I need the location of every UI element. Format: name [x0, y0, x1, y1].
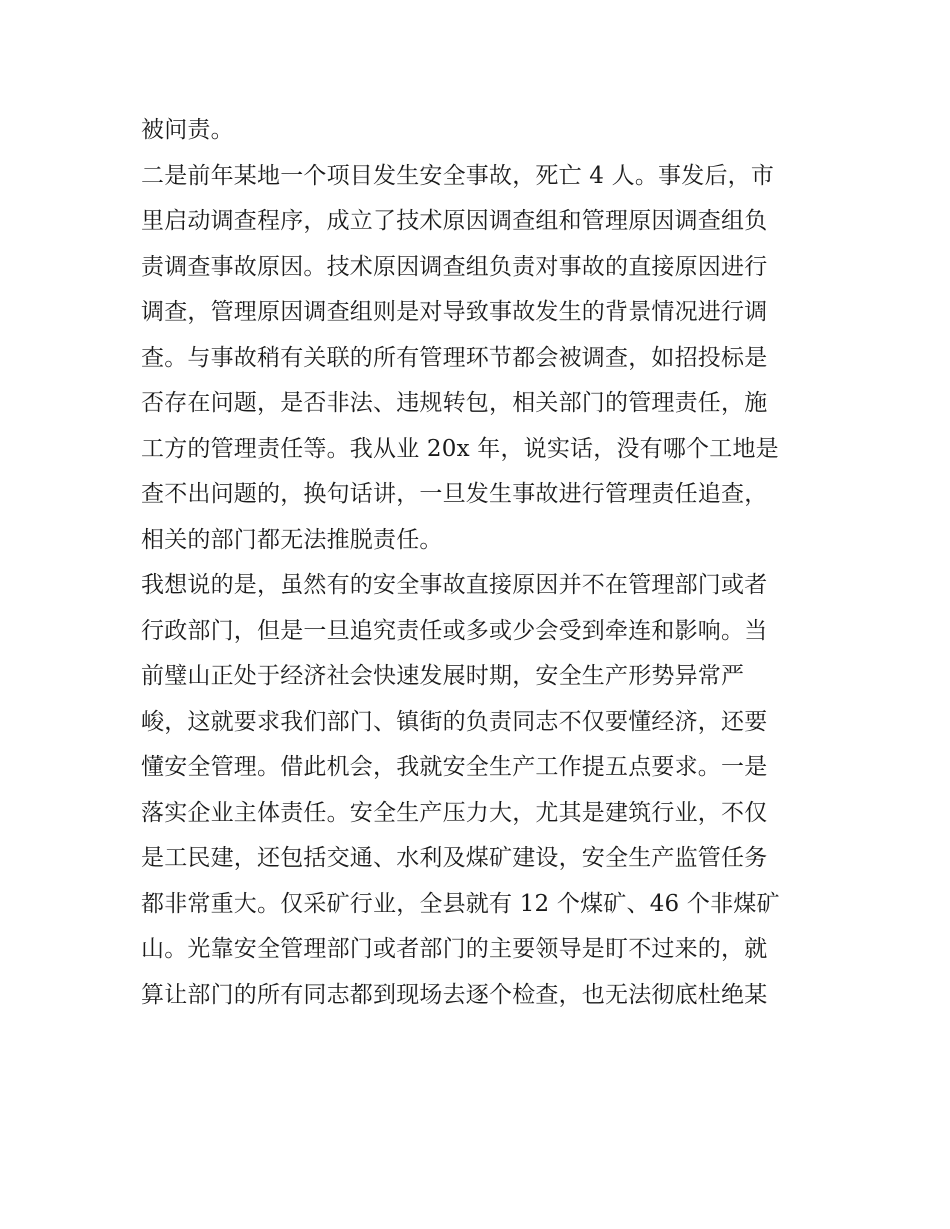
text-line: 相关的部门都无法推脱责任。	[141, 526, 443, 553]
text-line: 工方的管理责任等。我从业 20x 年，说实话，没有哪个工地是	[141, 435, 779, 462]
text-line: 行政部门，但是一旦追究责任或多或少会受到牵连和影响。当	[141, 617, 768, 644]
text-line: 二是前年某地一个项目发生安全事故，死亡 4 人。事发后，市	[141, 162, 775, 189]
text-line: 算让部门的所有同志都到现场去逐个检查，也无法彻底杜绝某	[141, 981, 768, 1008]
text-line: 山。光靠安全管理部门或者部门的主要领导是盯不过来的，就	[141, 936, 768, 962]
text-line: 懂安全管理。借此机会，我就安全生产工作提五点要求。一是	[141, 754, 768, 780]
text-line: 峻，这就要求我们部门、镇街的负责同志不仅要懂经济，还要	[141, 708, 768, 735]
text-line: 查不出问题的，换句话讲，一旦发生事故进行管理责任追查，	[141, 481, 768, 507]
text-line: 被问责。	[141, 117, 234, 143]
text-line: 里启动调查程序，成立了技术原因调查组和管理原因调查组负	[141, 208, 768, 234]
text-line: 责调查事故原因。技术原因调查组负责对事故的直接原因进行	[141, 253, 768, 280]
text-line: 我想说的是，虽然有的安全事故直接原因并不在管理部门或者	[141, 572, 768, 598]
text-line: 查。与事故稍有关联的所有管理环节都会被调查，如招投标是	[141, 344, 768, 371]
text-line: 前璧山正处于经济社会快速发展时期，安全生产形势异常严	[141, 663, 745, 689]
text-line: 都非常重大。仅采矿行业，全县就有 12 个煤矿、46 个非煤矿	[141, 890, 780, 917]
text-line: 否存在问题，是否非法、违规转包，相关部门的管理责任，施	[141, 390, 768, 416]
text-line: 调查，管理原因调查组则是对导致事故发生的背景情况进行调	[141, 299, 768, 325]
body-text	[141, 108, 821, 1018]
text-line: 落实企业主体责任。安全生产压力大，尤其是建筑行业，不仅	[141, 799, 768, 826]
text-line: 是工民建，还包括交通、水利及煤矿建设，安全生产监管任务	[141, 845, 768, 871]
